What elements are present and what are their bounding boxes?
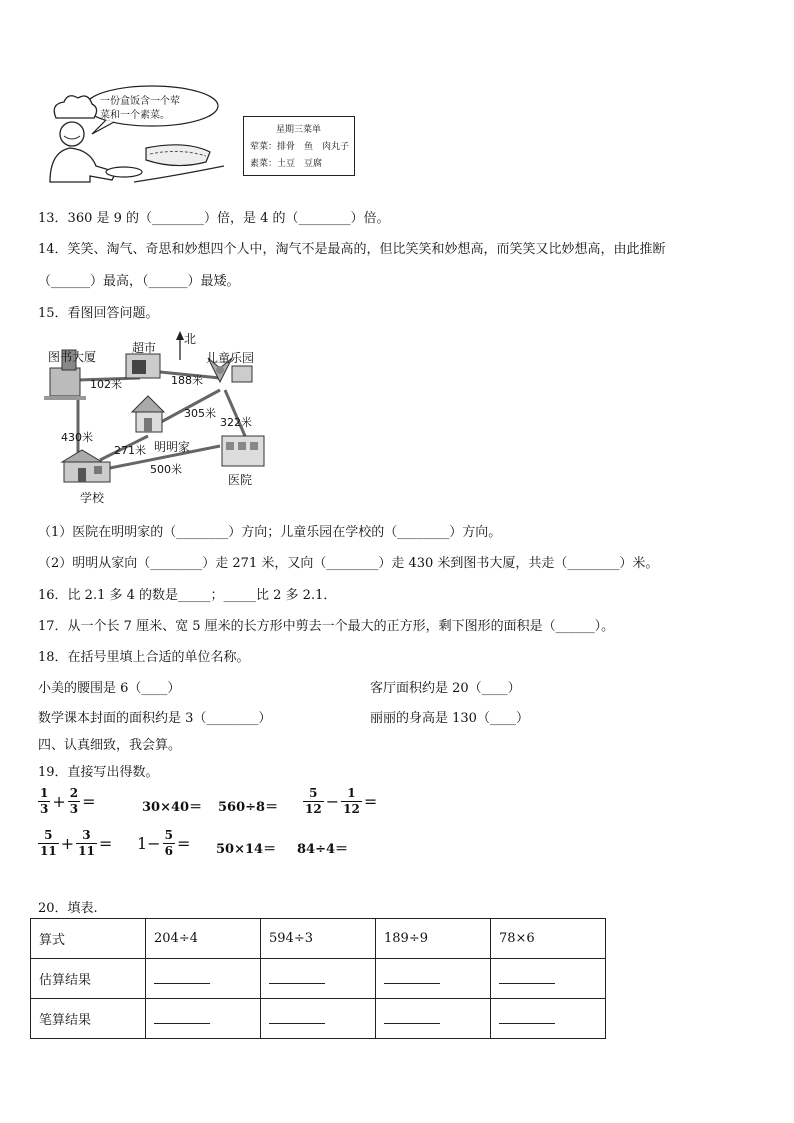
map-school-label: 学校: [80, 491, 105, 505]
question-15-part1: （1）医院在明明家的（________）方向；儿童乐园在学校的（________）方向。: [38, 525, 502, 540]
table-header-cell: 594÷3: [261, 919, 376, 959]
question-15-part2: （2）明明从家向（________）走 271 米，又向（________）走 430 米到图书大厦，共走（________）米。: [38, 556, 659, 571]
table-header-cell: 204÷4: [146, 919, 261, 959]
menu-card: [243, 116, 355, 176]
table-header-cell: 算式: [31, 919, 146, 959]
map-park-label: 儿童乐园: [206, 351, 255, 365]
table-row-label: 笔算结果: [31, 999, 146, 1039]
table-header-cell: 189÷9: [376, 919, 491, 959]
question-16: 16．比 2.1 多 4 的数是_____；_____比 2 多 2.1．: [38, 588, 337, 603]
table-blank-cell[interactable]: [376, 999, 491, 1039]
calc-fraction-1: $\frac{1}{3}$ + $\frac{2}{3}$ =: [40, 786, 96, 816]
map-distance-271: 271米: [114, 444, 146, 457]
table-header-row: [31, 919, 606, 959]
table-blank-cell[interactable]: [491, 959, 606, 999]
map-distance-102: 102米: [90, 378, 122, 391]
question-17: 17．从一个长 7 厘米、宽 5 厘米的长方形中剪去一个最大的正方形，剩下图形的面积是（______）。: [38, 619, 615, 634]
chef-speech-line1: 一份盒饭含一个荤: [100, 96, 180, 107]
table-blank-cell[interactable]: [376, 959, 491, 999]
table-row-estimate: [31, 959, 606, 999]
calc-fraction-5: $\frac{5}{11}$ + $\frac{3}{11}$ =: [40, 828, 113, 858]
supermarket-building-icon: [126, 354, 160, 378]
menu-veg-line: 素菜：土豆 豆腐: [250, 159, 323, 169]
section-4-heading: 四、认真细致，我会算。: [38, 738, 182, 753]
calc-3: 560÷8＝: [218, 800, 279, 815]
question-20-title: 20．填表.: [38, 901, 98, 916]
calc-fraction-6: 1− $\frac{5}{6}$ =: [137, 828, 191, 858]
map-north-label: 北: [184, 332, 197, 346]
chef-speech-line2: 菜和一个素菜。: [100, 110, 170, 121]
table-blank-cell[interactable]: [146, 959, 261, 999]
map-distance-305: 305米: [184, 407, 216, 420]
calc-8: 84÷4＝: [297, 842, 349, 857]
table-header-cell: 78×6: [491, 919, 606, 959]
question-14-line2: （______）最高，（______）最矮。: [38, 274, 240, 289]
question-18-c: 数学课本封面的面积约是 3（________）: [38, 711, 272, 726]
map-distance-322: 322米: [220, 416, 252, 429]
map-distance-500: 500米: [150, 463, 182, 476]
hospital-building-icon: [222, 436, 264, 466]
question-18-a: 小美的腰围是 6（____）: [38, 681, 181, 696]
table-row-label: 估算结果: [31, 959, 146, 999]
table-blank-cell[interactable]: [146, 999, 261, 1039]
school-building-icon: [62, 450, 110, 482]
question-13: 13．360 是 9 的（________）倍，是 4 的（________）倍。: [38, 211, 390, 226]
map-library-label: 图书大厦: [48, 350, 97, 364]
estimation-table: [30, 918, 606, 1039]
table-blank-cell[interactable]: [261, 999, 376, 1039]
home-building-icon: [132, 396, 164, 432]
table-row-written: [31, 999, 606, 1039]
table-blank-cell[interactable]: [491, 999, 606, 1039]
calc-fraction-4: $\frac{5}{12}$ − $\frac{1}{12}$ =: [305, 786, 378, 816]
calc-7: 50×14＝: [216, 842, 277, 857]
menu-meat-line: 荤菜：排骨 鱼 肉丸子: [250, 142, 350, 152]
menu-title: 星期三菜单: [276, 125, 322, 135]
question-15-title: 15．看图回答问题。: [38, 306, 159, 321]
map-supermarket-label: 超市: [132, 341, 157, 355]
table-blank-cell[interactable]: [261, 959, 376, 999]
question-18-title: 18．在括号里填上合适的单位名称。: [38, 650, 250, 665]
question-19-title: 19．直接写出得数。: [38, 765, 159, 780]
question-18-d: 丽丽的身高是 130（____）: [370, 711, 529, 726]
map-home-label: 明明家: [154, 440, 191, 454]
map-hospital-label: 医院: [228, 473, 253, 487]
question-18-b: 客厅面积约是 20（____）: [370, 681, 521, 696]
map-distance-430: 430米: [61, 431, 93, 444]
map-distance-188: 188米: [171, 374, 203, 387]
question-14-line1: 14．笑笑、淘气、奇思和妙想四个人中，淘气不是最高的，但比笑笑和妙想高，而笑笑又比妙想高，由此推断: [38, 242, 666, 257]
calc-2: 30×40＝: [142, 800, 203, 815]
